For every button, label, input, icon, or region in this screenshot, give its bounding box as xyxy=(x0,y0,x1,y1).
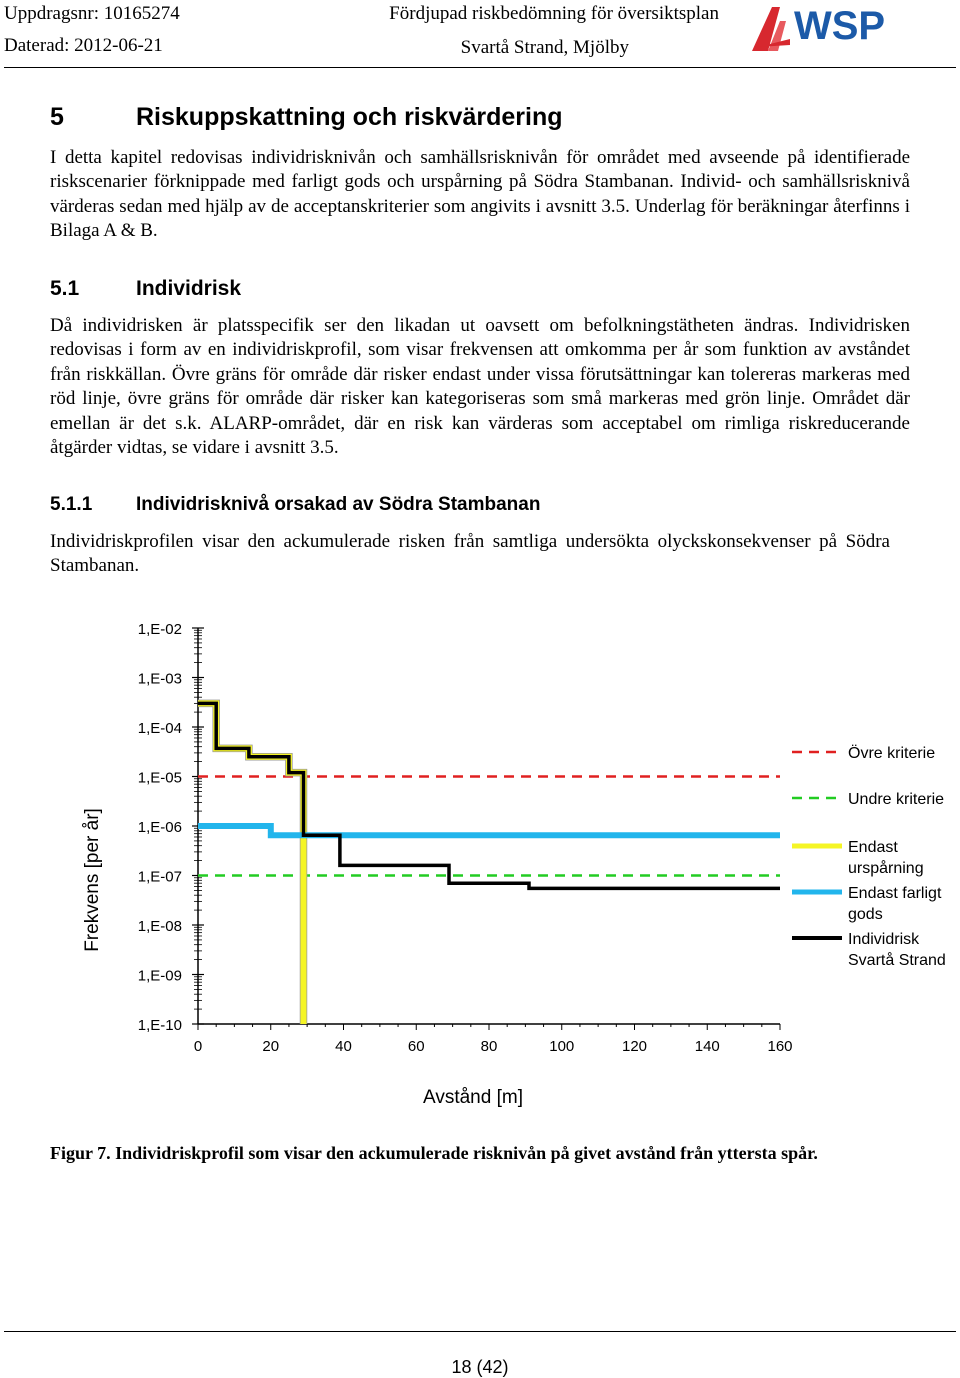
y-tick-label: 1,E-05 xyxy=(137,769,182,787)
y-tick-label: 1,E-07 xyxy=(137,868,182,886)
section-5-1-number: 5.1 xyxy=(50,277,80,300)
x-tick-label: 100 xyxy=(549,1038,575,1055)
y-tick-label: 1,E-10 xyxy=(137,1017,182,1034)
legend-4-label: Endast farligt gods xyxy=(848,885,942,923)
wsp-logo-mark-icon xyxy=(752,7,790,51)
page-number: 18 (42) xyxy=(451,1357,509,1377)
section-5-title: Riskuppskattning och riskvärdering xyxy=(136,103,563,131)
y-tick-label: 1,E-09 xyxy=(137,967,182,985)
document-title: Fördjupad riskbedömning för översiktsplan xyxy=(389,3,719,24)
x-axis-title: Avstånd [m] xyxy=(423,1087,523,1108)
y-tick-label: 1,E-04 xyxy=(137,720,182,737)
legend-1-label: Övre kriterie xyxy=(848,745,936,762)
risk-profile-chart xyxy=(0,600,960,1120)
y-tick-label: 1,E-02 xyxy=(137,621,182,638)
section-5-1-body: Då individrisken är platsspecifik ser den likadan ut oavsett om befolkningstätheten ändras. Individrisken redovisas i form av en individriskprofil, som visar frekvensen att omkomma per år som funktion av avståndet från riskkällan. Övre gräns för område där risker endast under vissa förutsättningar kan tolereras markeras med röd linje, övre gräns för område där risker kan kategoriseras som små markeras med grön linje. Området där emellan är det s.k. ALARP-området, där en risk kan värderas som acceptabel om rimliga riskreducerande åtgärder vidtas, se vidare i avsnitt 3.5. xyxy=(50,315,910,459)
section-5-1-1-body: Individriskprofilen visar den ackumulerade risken från samtliga undersökta olyckskonsekvenser på Södra Stambanan. xyxy=(50,531,890,577)
x-tick-label: 40 xyxy=(335,1038,352,1055)
section-5-1-title: Individrisk xyxy=(136,277,242,300)
x-tick-label: 80 xyxy=(480,1038,498,1055)
legend-3-label: Endast urspårning xyxy=(848,839,924,877)
x-tick-label: 160 xyxy=(767,1038,793,1055)
y-tick-label: 1,E-08 xyxy=(137,918,182,935)
y-tick-label: 1,E-03 xyxy=(137,670,182,688)
x-tick-label: 20 xyxy=(262,1038,280,1055)
legend-2-label: Undre kriterie xyxy=(848,791,945,808)
section-5-1-1-title: Individrisknivå orsakad av Södra Stambanan xyxy=(136,494,541,515)
y-tick-label: 1,E-06 xyxy=(137,819,182,836)
y-axis-title: Frekvens [per år] xyxy=(82,808,103,952)
document-date: Daterad: 2012-06-21 xyxy=(4,35,163,56)
x-tick-label: 120 xyxy=(621,1038,648,1055)
section-5-number: 5 xyxy=(50,103,64,131)
section-5-1-1-number: 5.1.1 xyxy=(50,494,93,515)
x-tick-label: 60 xyxy=(407,1038,425,1055)
x-tick-label: 140 xyxy=(694,1038,720,1055)
document-subtitle: Svartå Strand, Mjölby xyxy=(460,37,629,58)
wsp-logo-text: WSP xyxy=(794,4,886,48)
wsp-logo xyxy=(750,1,915,53)
figure-caption: Figur 7. Individriskprofil som visar den ackumulerade risknivån på givet avstånd från yttersta spår. xyxy=(50,1143,818,1163)
assignment-number: Uppdragsnr: 10165274 xyxy=(4,3,180,24)
x-tick-label: 0 xyxy=(193,1038,203,1055)
series-individrisk-svart-strand xyxy=(198,703,780,888)
header-rule xyxy=(4,67,956,68)
legend-5-label: Individrisk Svartå Strand xyxy=(848,931,946,969)
section-5-body: I detta kapitel redovisas individrisknivån och samhällsrisknivån för området med avseende på identifierade riskscenarier förknippade med farligt gods och urspårning på Södra Stambanan. Individ- och samhällsrisknivå värderas sedan med hjälp av de acceptanskriterier som angivits i avsnitt 3.5. Underlag för beräkningar återfinns i Bilaga A & B. xyxy=(50,147,910,242)
series-endast-farligt-gods xyxy=(198,826,780,835)
footer-rule xyxy=(4,1331,956,1332)
